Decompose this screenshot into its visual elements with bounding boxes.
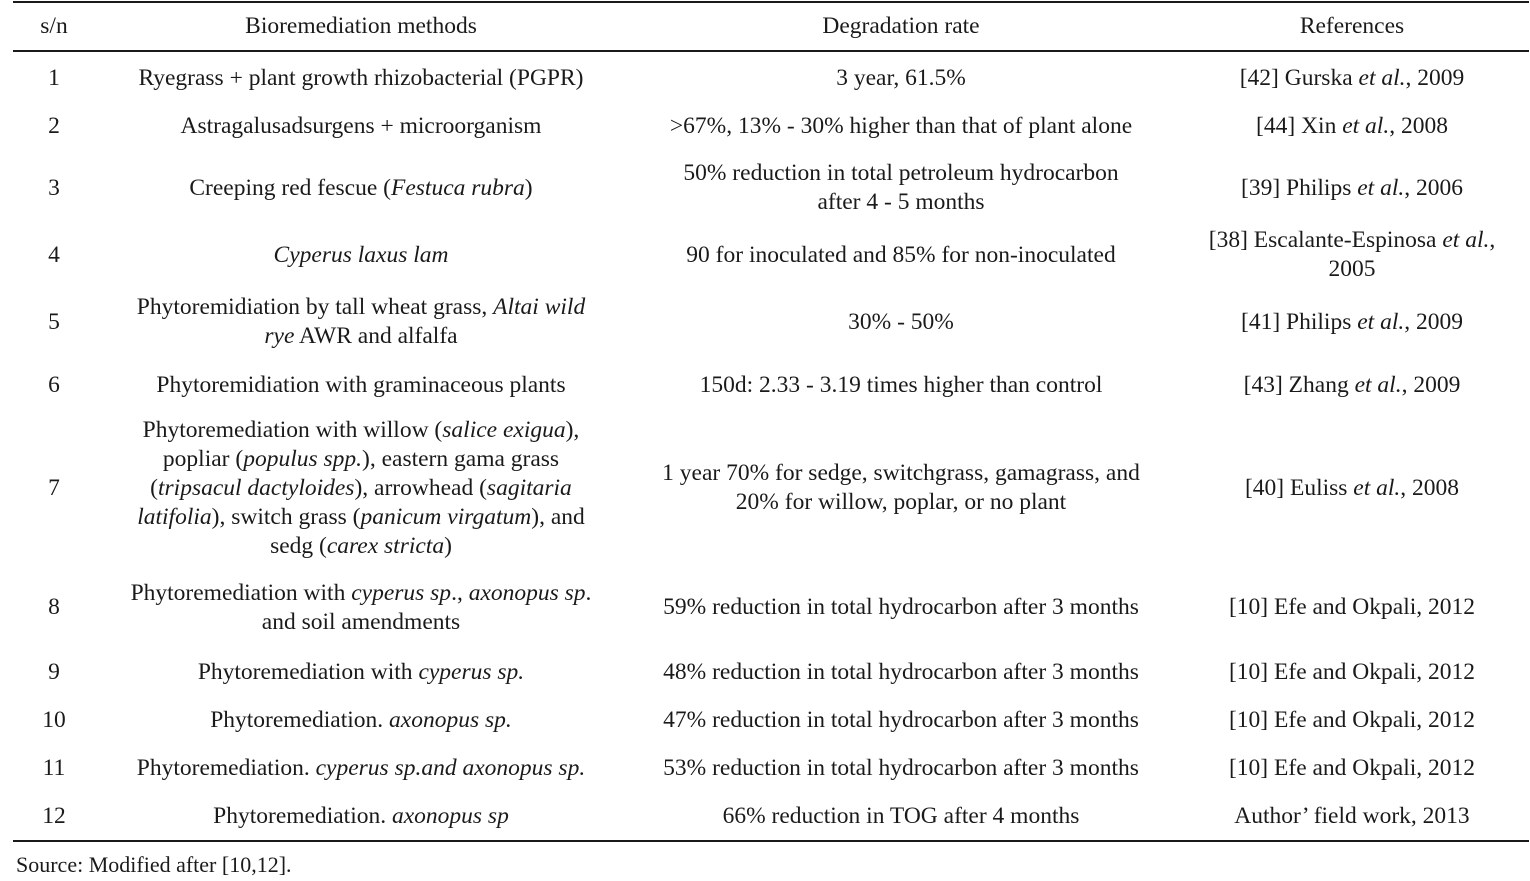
cell-line <box>663 658 1139 687</box>
cell-method <box>95 112 627 141</box>
cell-rate <box>627 658 1175 687</box>
italic-text: carex stricta <box>326 532 445 559</box>
cell-rate <box>627 308 1175 337</box>
italic-text: cyperus sp.and axonopus sp. <box>315 755 586 781</box>
header-rule <box>13 50 1529 52</box>
text: ), and <box>531 503 585 530</box>
header-row <box>13 6 1529 46</box>
italic-text: et al. <box>1353 474 1401 501</box>
cell-line <box>817 188 984 217</box>
cell-sn: 11 <box>42 755 66 781</box>
italic-text: et al. <box>1358 64 1406 91</box>
cell-reference <box>1175 658 1529 687</box>
cell-sn: 7 <box>48 474 60 501</box>
italic-text: et al. <box>1357 308 1405 335</box>
cell-rate <box>627 112 1175 141</box>
cell-line <box>700 371 1103 400</box>
cell-line <box>1209 226 1496 255</box>
cell-method <box>95 371 627 400</box>
cell-line <box>1244 371 1461 400</box>
text: , 2008 <box>1389 112 1448 139</box>
table-row <box>13 360 1529 410</box>
cell-line <box>1241 308 1463 337</box>
text: [10] Efe and Okpali, 2012 <box>1228 594 1476 620</box>
cell-method <box>95 64 627 93</box>
cell-sn: 2 <box>48 112 60 139</box>
italic-text: Festuca rubra <box>390 174 525 201</box>
text: Creeping red fescue ( <box>189 174 391 201</box>
text: ( <box>150 474 158 501</box>
cell-sn: 6 <box>48 371 60 398</box>
text: , 2006 <box>1404 174 1463 201</box>
cell-reference <box>1175 593 1529 622</box>
cell-line <box>1229 658 1475 687</box>
cell-line <box>189 174 532 203</box>
cell-rate <box>627 159 1175 217</box>
italic-text: latifolia <box>137 503 212 530</box>
top-rule <box>13 1 1529 3</box>
text: , 2009 <box>1404 308 1463 335</box>
text: 20% for willow, poplar, or no plant <box>735 489 1067 515</box>
italic-text: axonopus sp. <box>389 706 512 733</box>
text: 150d: 2.33 - 3.19 times higher than control <box>699 371 1103 398</box>
italic-text: axonopus sp <box>391 803 509 829</box>
table-row <box>13 649 1529 696</box>
cell-line <box>663 593 1139 622</box>
italic-text: salice exigua <box>442 416 566 443</box>
text: Phytoremidiation by tall wheat grass, <box>136 294 494 320</box>
cell-reference <box>1175 174 1529 203</box>
cell-line <box>163 445 559 474</box>
italic-text: et al. <box>1342 112 1390 139</box>
header-references: References <box>1299 12 1405 39</box>
cell-reference <box>1175 308 1529 337</box>
text: . <box>585 579 592 606</box>
text: ) <box>444 532 452 559</box>
cell-line <box>686 241 1115 270</box>
text: Phytoremediation. <box>210 706 390 733</box>
cell-reference <box>1175 474 1529 503</box>
text: sedg ( <box>270 532 327 559</box>
cell-line <box>1229 706 1475 735</box>
text: [40] Euliss <box>1244 474 1354 501</box>
source-note: Source: Modified after [10,12]. <box>16 852 292 877</box>
cell-line <box>138 64 583 93</box>
cell-sn: 10 <box>42 706 66 733</box>
text: [41] Philips <box>1241 308 1358 335</box>
header-methods: Bioremediation methods <box>245 12 477 39</box>
text: Phytoremediation. <box>136 755 316 781</box>
cell-line <box>150 474 572 503</box>
cell-method <box>95 579 627 637</box>
cell-method <box>95 293 627 351</box>
text: 59% reduction in total hydrocarbon after 3 months <box>663 594 1139 620</box>
text: 2005 <box>1328 256 1376 282</box>
cell-line <box>274 241 449 270</box>
italic-text: et al. <box>1442 227 1490 253</box>
cell-method <box>95 416 627 561</box>
text: [44] Xin <box>1256 112 1343 139</box>
text: 50% reduction in total petroleum hydrocarbon <box>683 160 1119 186</box>
cell-line <box>670 112 1132 141</box>
text: [38] Escalante-Espinosa <box>1208 227 1443 253</box>
text: after 4 - 5 months <box>817 189 985 215</box>
cell-line <box>1234 802 1469 831</box>
italic-text: cyperus sp. <box>418 659 525 685</box>
cell-line <box>663 754 1139 783</box>
cell-sn: 4 <box>48 241 60 268</box>
cell-rate <box>627 459 1175 517</box>
cell-rate <box>627 754 1175 783</box>
cell-sn: 8 <box>48 594 60 620</box>
italic-text: sagitaria <box>486 474 572 501</box>
cell-sn: 1 <box>48 64 60 91</box>
text: 90 for inoculated and 85% for non-inoculated <box>686 241 1116 268</box>
cell-sn: 3 <box>48 174 60 201</box>
text: Author’ field work, 2013 <box>1234 803 1470 829</box>
cell-reference <box>1175 371 1529 400</box>
text: 3 year, 61.5% <box>836 64 966 91</box>
text: ), <box>565 416 580 443</box>
cell-line <box>683 159 1118 188</box>
cell-reference <box>1175 112 1529 141</box>
cell-line <box>1256 112 1448 141</box>
text: 53% reduction in total hydrocarbon after 3 months <box>663 755 1139 781</box>
table-row <box>13 793 1529 840</box>
cell-line <box>1241 174 1463 203</box>
bottom-rule <box>13 840 1529 842</box>
table-row <box>13 566 1529 649</box>
italic-text: panicum virgatum <box>360 503 532 530</box>
italic-text: tripsacul dactyloides <box>158 474 355 501</box>
cell-line <box>270 532 452 561</box>
table-row <box>13 53 1529 103</box>
italic-text: populus spp. <box>243 445 363 472</box>
text: [42] Gurska <box>1239 64 1359 91</box>
text: Ryegrass + plant growth rhizobacterial (PGPR) <box>138 64 584 91</box>
cell-reference <box>1175 706 1529 735</box>
cell-line <box>137 503 585 532</box>
cell-method <box>95 658 627 687</box>
cell-rate <box>627 241 1175 270</box>
cell-rate <box>627 593 1175 622</box>
cell-line <box>848 308 954 337</box>
text: 47% reduction in total hydrocarbon after 3 months <box>663 706 1139 733</box>
cell-rate <box>627 706 1175 735</box>
cell-line <box>1329 255 1376 284</box>
cell-line <box>131 579 592 608</box>
text: ), switch grass ( <box>211 503 361 530</box>
cell-line <box>156 371 565 400</box>
italic-text: rye <box>264 323 295 349</box>
cell-line <box>198 658 524 687</box>
text: Astragalusadsurgens + microorganism <box>180 112 542 139</box>
text: ., <box>451 579 469 606</box>
table-row <box>13 284 1529 360</box>
text: , 2009 <box>1405 64 1465 91</box>
text: Phytoremediation with willow ( <box>142 416 443 443</box>
italic-text: et al. <box>1354 371 1402 398</box>
text: ), eastern gama grass <box>362 445 560 472</box>
text: Phytoremediation with <box>197 659 419 685</box>
text: , 2008 <box>1400 474 1460 501</box>
cell-reference <box>1175 802 1529 831</box>
header-sn: s/n <box>40 12 68 39</box>
table-row <box>13 410 1529 566</box>
text: ), arrowhead ( <box>354 474 487 501</box>
text: , 2009 <box>1401 371 1461 398</box>
italic-text: Cyperus laxus lam <box>273 241 449 268</box>
cell-line <box>137 293 585 322</box>
cell-line <box>264 322 457 351</box>
table-row <box>13 102 1529 150</box>
cell-reference <box>1175 226 1529 284</box>
cell-line <box>836 64 966 93</box>
cell-line <box>210 706 512 735</box>
text: , <box>1489 227 1496 253</box>
text: [10] Efe and Okpali, 2012 <box>1228 755 1476 781</box>
cell-line <box>1245 474 1459 503</box>
cell-line <box>181 112 542 141</box>
cell-sn: 9 <box>48 659 60 685</box>
cell-line <box>1240 64 1465 93</box>
text: [43] Zhang <box>1243 371 1355 398</box>
text: Phytoremidiation with graminaceous plants <box>156 371 566 398</box>
text: AWR and alfalfa <box>294 323 458 349</box>
text: [39] Philips <box>1241 174 1358 201</box>
text: ) <box>524 174 533 201</box>
cell-line <box>663 706 1139 735</box>
cell-method <box>95 174 627 203</box>
cell-line <box>1229 593 1475 622</box>
italic-text: axonopus sp <box>468 579 586 606</box>
cell-method <box>95 802 627 831</box>
cell-line <box>143 416 580 445</box>
italic-text: cyperus sp <box>351 579 452 606</box>
text: 30% - 50% <box>848 308 954 335</box>
cell-method <box>95 754 627 783</box>
text: >67%, 13% - 30% higher than that of plant alone <box>669 112 1133 139</box>
cell-line <box>213 802 509 831</box>
table-row <box>13 150 1529 226</box>
cell-reference <box>1175 754 1529 783</box>
header-rate: Degradation rate <box>822 12 980 39</box>
cell-reference <box>1175 64 1529 93</box>
cell-line <box>736 488 1066 517</box>
cell-rate <box>627 802 1175 831</box>
cell-method <box>95 241 627 270</box>
cell-line <box>1229 754 1475 783</box>
text: 66% reduction in TOG after 4 months <box>722 803 1080 829</box>
cell-line <box>662 459 1140 488</box>
table-row <box>13 226 1529 284</box>
text: Phytoremediation. <box>213 803 392 829</box>
italic-text: et al. <box>1357 174 1405 201</box>
cell-line <box>137 754 585 783</box>
cell-line <box>262 608 460 637</box>
text: and soil amendments <box>261 608 461 635</box>
table-row <box>13 744 1529 793</box>
table-row <box>13 696 1529 744</box>
text: Phytoremediation with <box>130 579 352 606</box>
text: [10] Efe and Okpali, 2012 <box>1228 659 1476 685</box>
italic-text: Altai wild <box>493 294 586 320</box>
cell-rate <box>627 371 1175 400</box>
cell-sn: 5 <box>48 308 60 335</box>
cell-line <box>723 802 1080 831</box>
text: 48% reduction in total hydrocarbon after 3 months <box>663 659 1139 685</box>
text: popliar ( <box>162 445 244 472</box>
cell-method <box>95 706 627 735</box>
text: [10] Efe and Okpali, 2012 <box>1228 706 1476 733</box>
cell-rate <box>627 64 1175 93</box>
text: 1 year 70% for sedge, switchgrass, gamagrass, and <box>662 460 1140 486</box>
cell-sn: 12 <box>42 803 66 829</box>
